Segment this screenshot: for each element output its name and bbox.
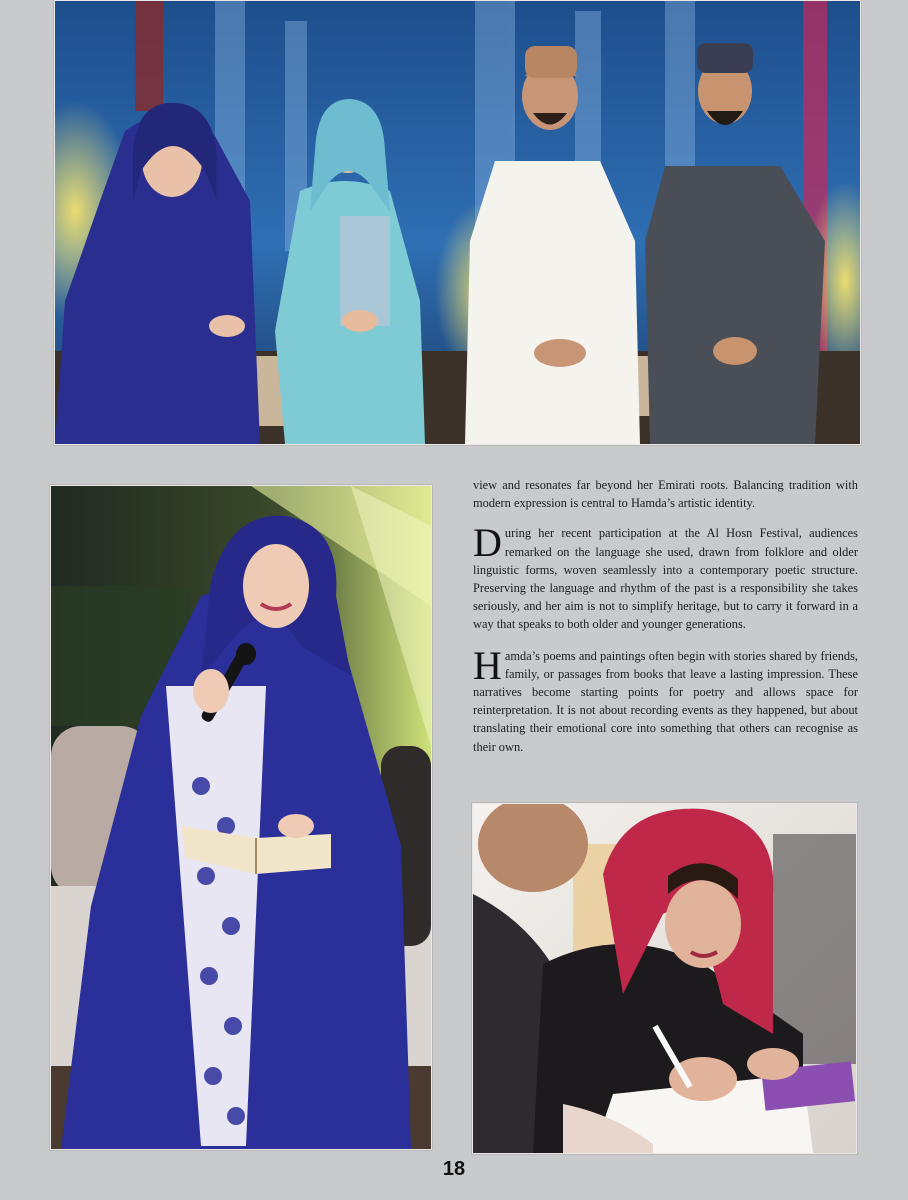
page-number: 18: [442, 1158, 466, 1180]
drop-cap: H: [473, 642, 502, 688]
drop-cap: D: [473, 520, 502, 566]
signing-photo: [472, 803, 857, 1154]
article-paragraph: view and resonates far beyond her Emirati roots. Balancing tradition with modern expression is central to Hamda’s artistic identity.: [473, 478, 858, 511]
article-paragraph: During her recent participation at the Al Hosn Festival, audiences remarked on the language she used, drawn from folklore and older linguistic forms, woven seamlessly into a contemporary poetic structure. Preserving the language and rhythm of the past is a responsibility she takes seriously, and her aim is not to simplify heritage, but to carry it forward in a way that speaks to both older and younger generations.: [473, 520, 858, 632]
group-photo: [54, 0, 861, 445]
article-paragraph: Hamda’s poems and paintings often begin with stories shared by friends, family, or passages from books that leave a lasting impression. These narratives become starting points for poetry and allows space for reinterpretation. It is not about recording events as they happened, but about translating their emotional core into something that others can recognise as their own.: [473, 642, 858, 754]
portrait-photo: [50, 485, 432, 1150]
article-body: [473, 476, 858, 769]
